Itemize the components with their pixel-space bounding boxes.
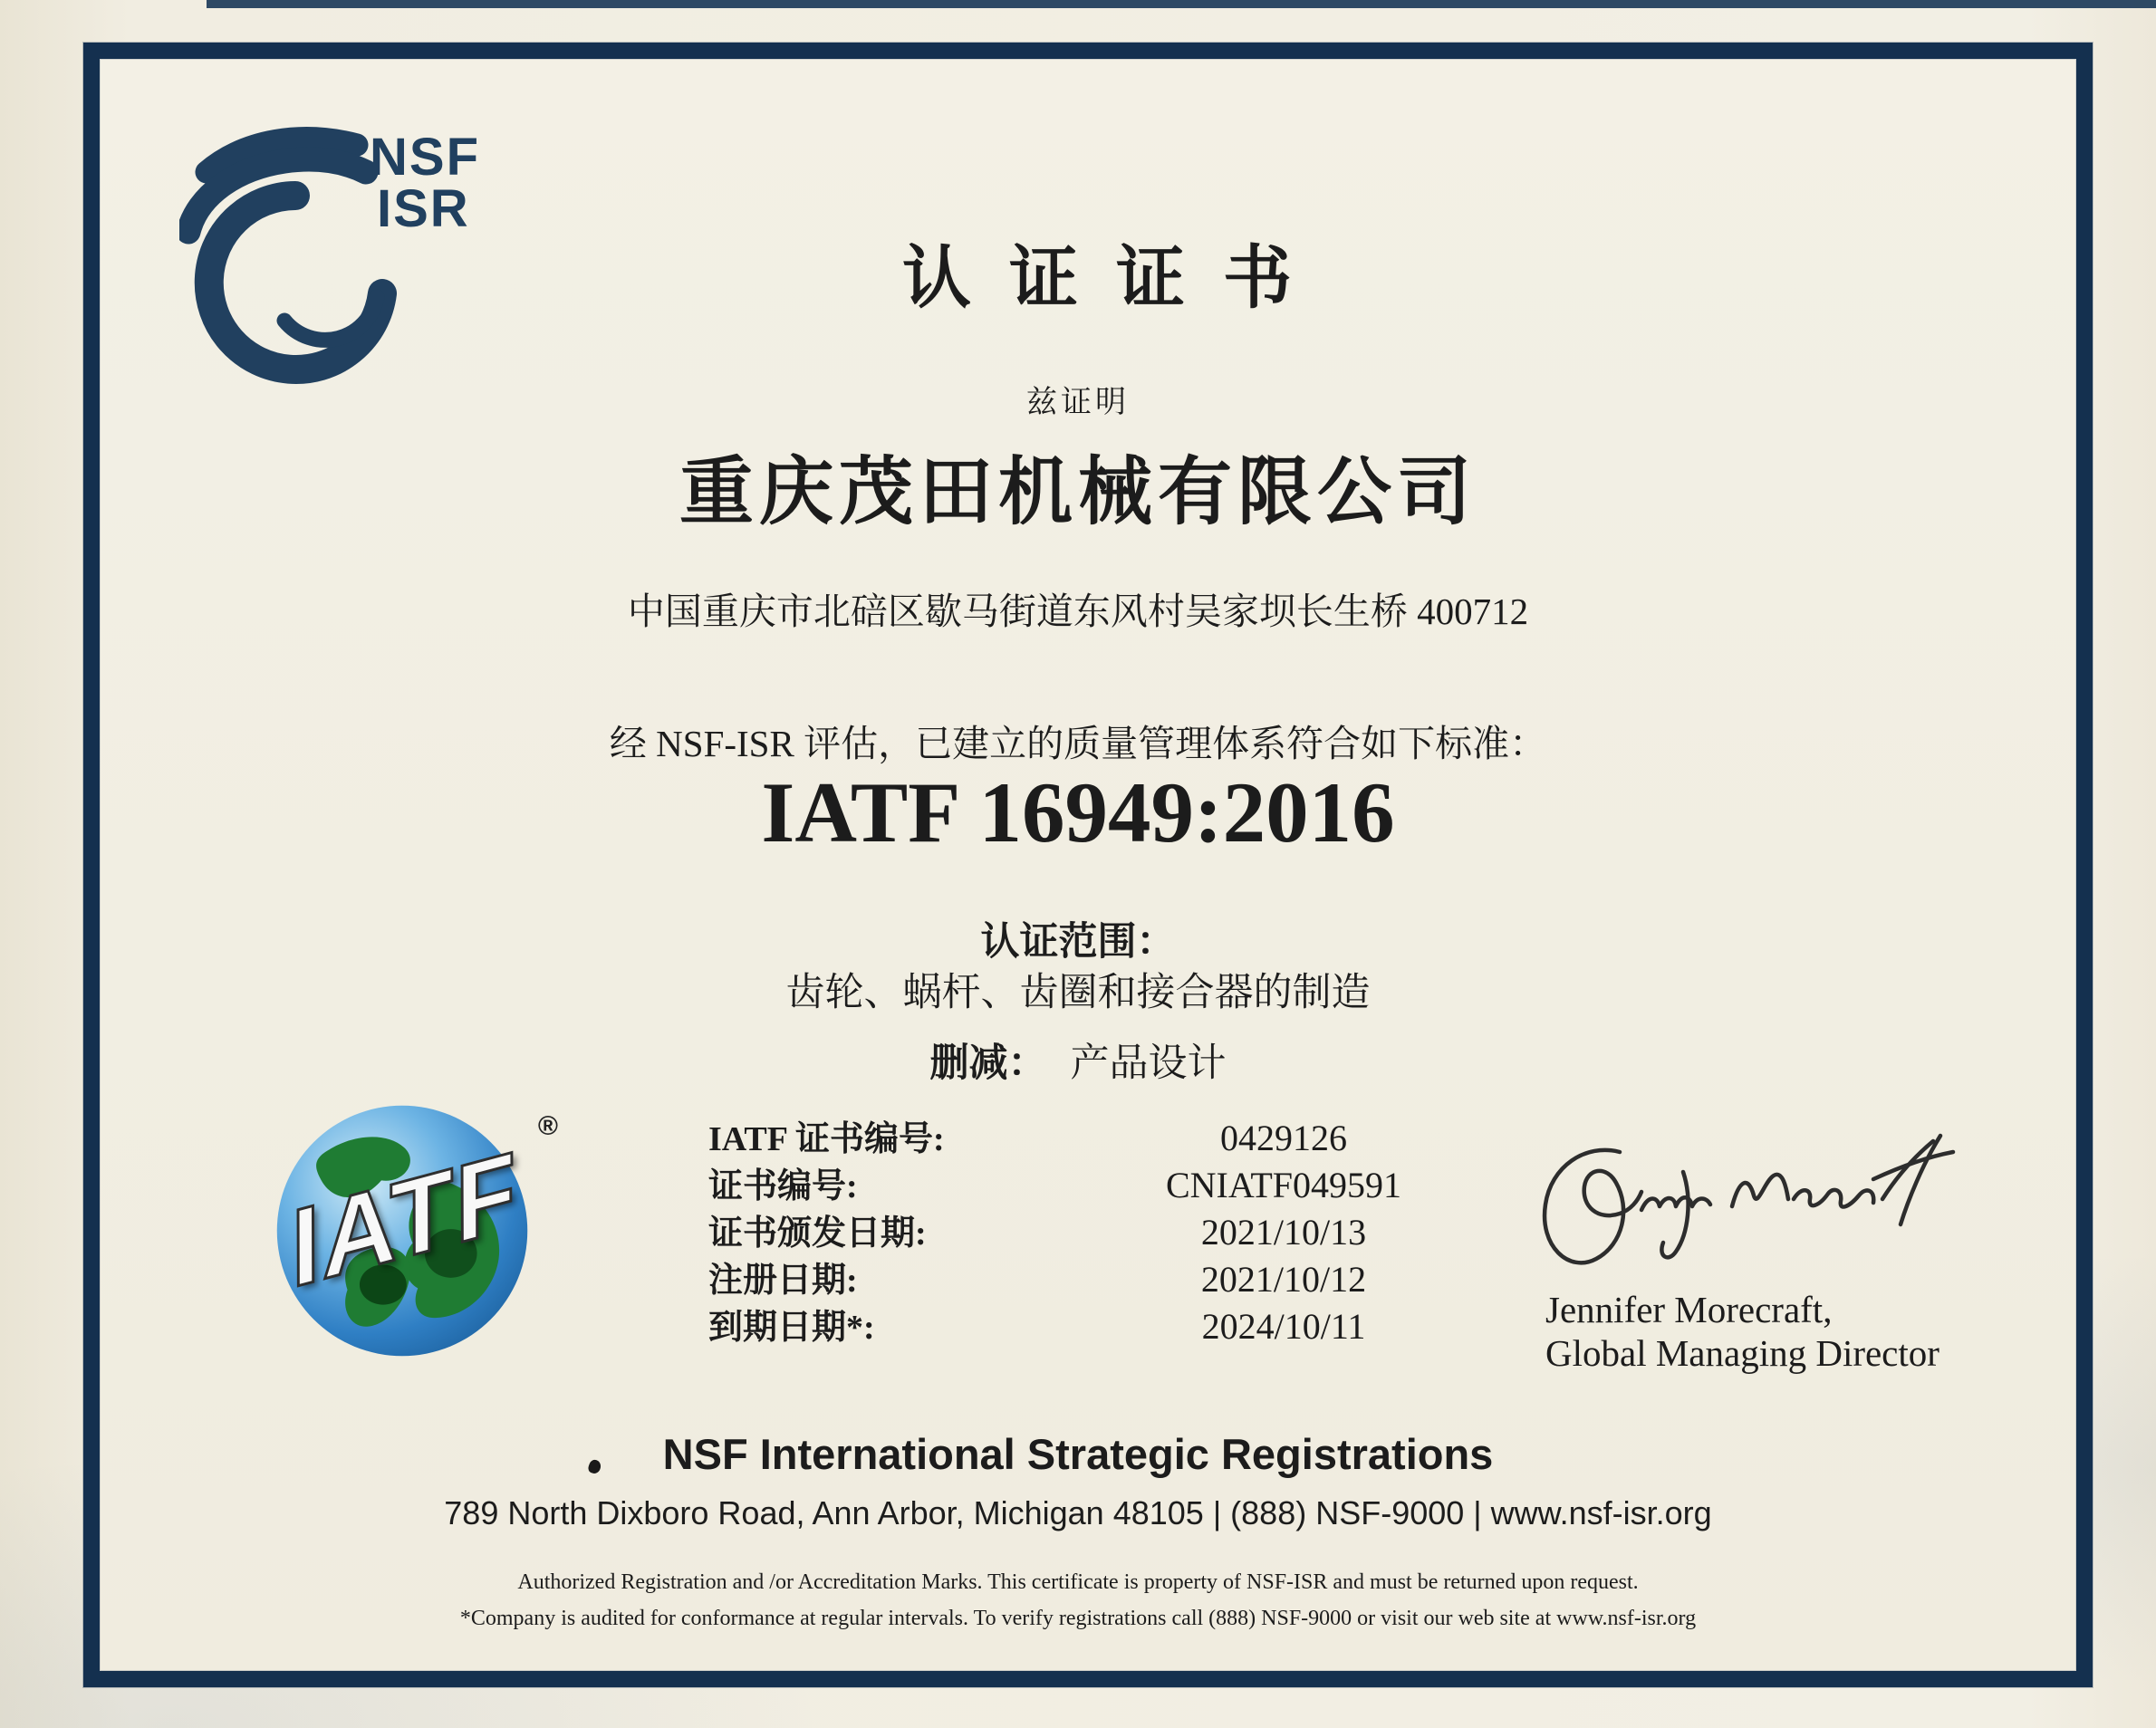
detail-value: CNIATF049591 bbox=[1165, 1165, 1402, 1205]
detail-value: 2024/10/11 bbox=[1201, 1306, 1366, 1347]
organization-address: 789 North Dixboro Road, Ann Arbor, Michigan 48105 | (888) NSF-9000 | www.nsf-isr.org bbox=[444, 1494, 1712, 1531]
detail-row-expiry-date bbox=[708, 1299, 1578, 1346]
scope-text: 齿轮、蜗杆、齿圈和接合器的制造 bbox=[785, 972, 1371, 1014]
nsf-wordmark-line2: ISR bbox=[377, 178, 470, 238]
certificate-details bbox=[708, 1110, 1578, 1346]
detail-label: 证书颁发日期: bbox=[708, 1214, 927, 1253]
detail-row-issue-date bbox=[708, 1205, 1578, 1252]
certificate-title: 认证证书 bbox=[902, 241, 1330, 317]
certify-line: 兹证明 bbox=[1026, 386, 1130, 419]
company-address: 中国重庆市北碚区歇马街道东风村吴家坝长生桥 400712 bbox=[627, 590, 1529, 632]
exclusion-label: 删减： bbox=[929, 1042, 1047, 1085]
company-name: 重庆茂田机械有限公司 bbox=[679, 451, 1477, 533]
signer-title: Global Managing Director bbox=[1545, 1332, 1939, 1375]
detail-row-iatf-number bbox=[708, 1110, 1578, 1157]
detail-label: 注册日期: bbox=[708, 1262, 858, 1300]
assessment-statement: 经 NSF-ISR 评估，已建立的质量管理体系符合如下标准： bbox=[609, 723, 1547, 764]
iatf-globe-logo bbox=[263, 1091, 558, 1372]
detail-value: 2021/10/12 bbox=[1200, 1259, 1367, 1300]
nsf-wordmark bbox=[370, 128, 480, 238]
standard-name: IATF 16949:2016 bbox=[761, 764, 1395, 860]
detail-row-certificate-number bbox=[708, 1157, 1578, 1205]
scope-heading: 认证范围： bbox=[980, 921, 1176, 964]
detail-label: 到期日期*: bbox=[708, 1309, 875, 1347]
signer-name: Jennifer Morecraft, bbox=[1545, 1289, 1833, 1330]
exclusion-text: 产品设计 bbox=[1070, 1042, 1227, 1085]
nsf-wordmark-line1: NSF bbox=[370, 128, 480, 187]
organization-name: NSF International Strategic Registrations bbox=[662, 1430, 1494, 1478]
detail-label: 证书编号: bbox=[708, 1167, 858, 1205]
fine-print-line1: Authorized Registration and /or Accreditation Marks. This certificate is property of NSF-ISR and must be returned upon request. bbox=[517, 1570, 1639, 1594]
signature-icon bbox=[1531, 1123, 1975, 1286]
detail-value: 0429126 bbox=[1220, 1118, 1347, 1158]
signer-block bbox=[1545, 1288, 1939, 1376]
fine-print-line2: *Company is audited for conformance at regular intervals. To verify registrations call (888) NSF-9000 or visit our web site at www.nsf-isr.org bbox=[459, 1607, 1697, 1630]
detail-value: 2021/10/13 bbox=[1200, 1212, 1367, 1253]
iatf-wordmark: IATF bbox=[278, 1130, 530, 1310]
exclusion-line bbox=[0, 1032, 2156, 1088]
registered-trademark-icon: ® bbox=[537, 1111, 558, 1141]
detail-row-registration-date bbox=[708, 1252, 1578, 1299]
scan-edge-artifact bbox=[207, 0, 2156, 8]
detail-label: IATF 证书编号: bbox=[708, 1120, 945, 1158]
